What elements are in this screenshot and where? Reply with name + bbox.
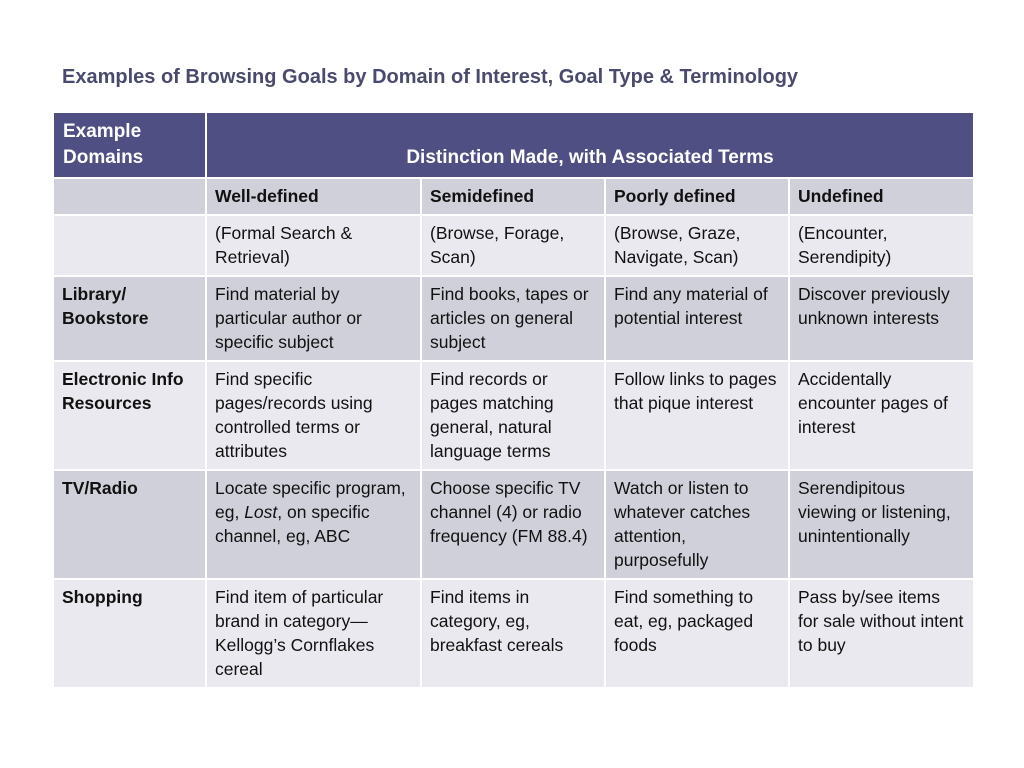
domain-tv-radio: TV/Radio: [53, 470, 206, 579]
table-cell: Follow links to pages that pique interest: [605, 361, 789, 470]
header-row: [53, 112, 974, 178]
cell-text: , on specific channel, eg, ABC: [215, 502, 370, 546]
table-cell: Find something to eat, eg, packaged foods: [605, 579, 789, 688]
terminology-cell: (Encounter, Serendipity): [789, 215, 974, 276]
goal-type-row: [53, 178, 974, 215]
header-example-domains: Example Domains: [53, 112, 206, 178]
domain-shopping: Shopping: [53, 579, 206, 688]
domain-library-bookstore: Library/ Bookstore: [53, 276, 206, 361]
table-row: [53, 361, 974, 470]
table-cell: Discover previously unknown interests: [789, 276, 974, 361]
header-distinction: Distinction Made, with Associated Terms: [206, 112, 974, 178]
table-cell: Watch or listen to whatever catches attention, purposefully: [605, 470, 789, 579]
table-cell: [206, 470, 421, 579]
terminology-cell: (Browse, Graze, Navigate, Scan): [605, 215, 789, 276]
cell-text: Locate specific program, eg,: [215, 478, 406, 522]
table-cell: Find material by particular author or specific subject: [206, 276, 421, 361]
terminology-cell: [53, 215, 206, 276]
terminology-cell: (Browse, Forage, Scan): [421, 215, 605, 276]
goal-type-well-defined: Well-defined: [206, 178, 421, 215]
table-row: [53, 579, 974, 688]
table-cell: Find item of particular brand in category—Kellogg’s Cornflakes cereal: [206, 579, 421, 688]
table-cell: Find records or pages matching general, natural language terms: [421, 361, 605, 470]
table-cell: Serendipitous viewing or listening, unintentionally: [789, 470, 974, 579]
table-cell: Accidentally encounter pages of interest: [789, 361, 974, 470]
table-row: [53, 470, 974, 579]
terminology-cell: (Formal Search & Retrieval): [206, 215, 421, 276]
cell-text-italic: Lost: [244, 502, 278, 522]
table-cell: Pass by/see items for sale without intent to buy: [789, 579, 974, 688]
table-cell: Find specific pages/records using controlled terms or attributes: [206, 361, 421, 470]
terminology-row: [53, 215, 974, 276]
goal-type-cell: [53, 178, 206, 215]
goal-type-undefined: Undefined: [789, 178, 974, 215]
table-cell: Choose specific TV channel (4) or radio frequency (FM 88.4): [421, 470, 605, 579]
table-cell: Find items in category, eg, breakfast cereals: [421, 579, 605, 688]
goal-type-poorly-defined: Poorly defined: [605, 178, 789, 215]
slide-title: Examples of Browsing Goals by Domain of Interest, Goal Type & Terminology: [62, 66, 799, 88]
domain-electronic-info-resources: Electronic Info Resources: [53, 361, 206, 470]
goal-type-semidefined: Semidefined: [421, 178, 605, 215]
table-row: [53, 276, 974, 361]
table-cell: Find any material of potential interest: [605, 276, 789, 361]
table-cell: Find books, tapes or articles on general subject: [421, 276, 605, 361]
browsing-goals-table: [52, 111, 975, 689]
